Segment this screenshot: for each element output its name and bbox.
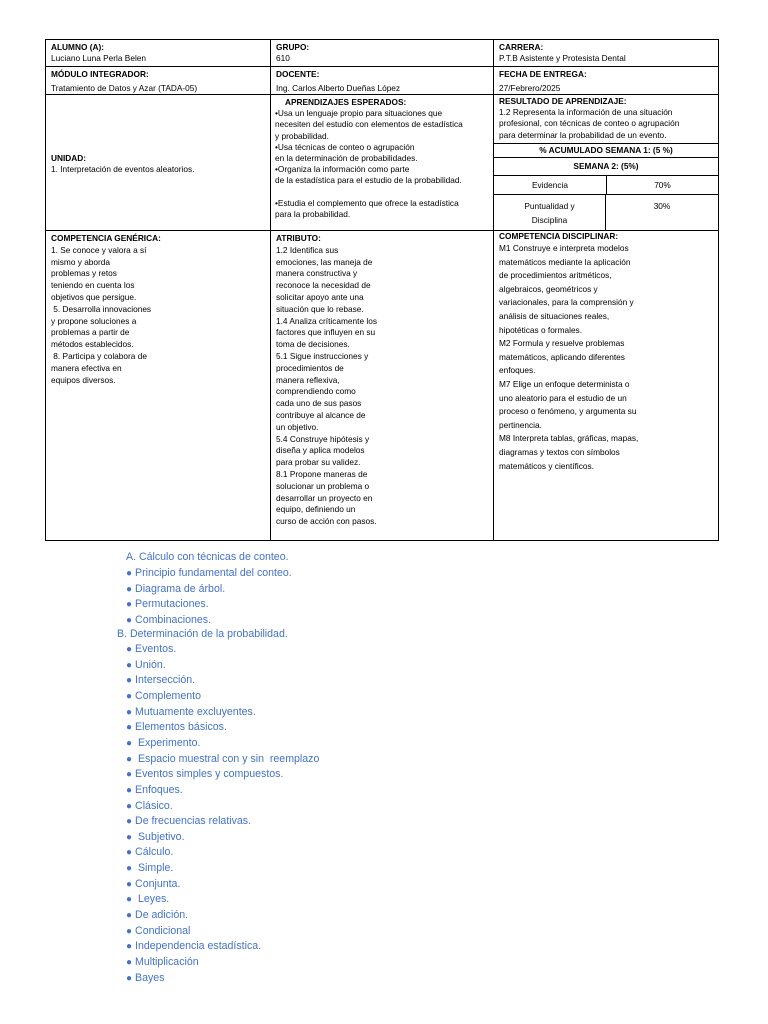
competencia-disciplinar-line: matemáticos, aplicando diferentes — [499, 351, 625, 362]
competencia-generica-list — [51, 245, 265, 387]
section-b-item-text: Experimento. — [135, 736, 201, 749]
resultado-cell — [494, 95, 718, 231]
atributo-line: solucionar un problema o — [276, 480, 370, 491]
section-b-item — [126, 737, 200, 750]
alumno-value: Luciano Luna Perla Belen — [51, 53, 147, 64]
section-b-item-text: Cálculo. — [135, 846, 174, 859]
section-b-item-text: Eventos. — [135, 643, 177, 655]
bullet-icon: ● — [126, 941, 133, 953]
atributo-line: procedimientos de — [276, 362, 344, 373]
modulo-cell — [46, 67, 271, 95]
atributo-line: un objetivo. — [276, 421, 319, 432]
competencia-disciplinar-line: de procedimientos aritméticos, — [499, 270, 612, 281]
atributo-cell — [271, 231, 494, 540]
section-b-item-text: Enfoques. — [135, 783, 183, 796]
resultado-line: para determinar la probabilidad de un evento. — [499, 129, 667, 140]
carrera-value: P.T.B Asistente y Protesista Dental — [499, 53, 626, 64]
carrera-label: CARRERA: — [499, 42, 544, 52]
competencia-generica-label: COMPETENCIA GENÉRICA: — [51, 233, 161, 243]
competencia-disciplinar-line: diagramas y textos con símbolos — [499, 446, 620, 457]
competencia-generica-line: objetivos que persigue. — [51, 291, 137, 302]
section-b-item-text: Espacio muestral con y sin reemplazo — [135, 752, 320, 765]
section-a-item — [126, 614, 211, 627]
atributo-line: factores que influyen en su — [276, 327, 376, 338]
competencia-generica-line: manera efectiva en — [51, 362, 122, 373]
aprendizaje-line: de la estadística para el estudio de la probabilidad. — [275, 175, 462, 186]
section-a-item-text: Permutaciones. — [135, 598, 209, 611]
competencia-generica-line: 1. Se conoce y valora a sí — [51, 244, 147, 255]
atributo-line: curso de acción con pasos. — [276, 516, 377, 527]
section-b-item-text: Multiplicación — [135, 956, 199, 968]
competencia-disciplinar-line: algebraicos, geométricos y — [499, 283, 598, 294]
aprendizaje-line: •Estudia el complemento que ofrece la estadística — [275, 197, 459, 208]
aprendizaje-line: •Organiza la información como parte — [275, 164, 410, 175]
atributo-line: 1.2 Identifica sus — [276, 244, 339, 255]
atributo-line: diseña y aplica modelos — [276, 445, 365, 456]
section-b-item-text: Subjetivo. — [135, 830, 185, 843]
competencia-disciplinar-line: pertinencia. — [499, 419, 542, 430]
fecha-cell — [494, 67, 718, 95]
acumulado-row: % ACUMULADO SEMANA 1: (5 %) — [494, 144, 718, 158]
bullet-icon: ● — [126, 863, 133, 875]
aprendizajes-label: APRENDIZAJES ESPERADOS: — [285, 97, 407, 107]
fecha-value: 27/Febrero/2025 — [499, 83, 561, 94]
section-b-item — [126, 862, 173, 875]
section-b-item-text: Unión. — [135, 658, 166, 671]
competencia-disciplinar-line: matemáticos y científicos. — [499, 460, 594, 471]
semana2-row: SEMANA 2: (5%) — [494, 158, 718, 176]
section-a-item — [126, 598, 209, 611]
docente-cell — [271, 67, 494, 95]
resultado-text — [499, 107, 713, 141]
bullet-icon: ● — [126, 972, 133, 984]
grupo-cell — [271, 40, 494, 67]
bullet-icon: ● — [126, 910, 133, 922]
competencia-generica-line: 8. Participa y colabora de — [51, 350, 147, 361]
section-b-item — [126, 643, 176, 656]
competencia-generica-line: problemas a partir de — [51, 327, 130, 338]
competencia-disciplinar-line: M1 Construye e interpreta modelos — [499, 243, 629, 253]
section-b-item-text: Complemento — [135, 689, 201, 702]
evidencia-label: Evidencia — [494, 176, 607, 194]
competencia-disciplinar-list — [499, 242, 713, 473]
evidencia-value: 70% — [654, 180, 671, 190]
atributo-line: 5.1 Sigue instrucciones y — [276, 350, 369, 361]
section-b-item — [126, 784, 183, 797]
competencia-generica-line: equipos diversos. — [51, 374, 116, 385]
section-b-item — [126, 674, 195, 687]
competencia-disciplinar-line: variacionales, para la comprensión y — [499, 297, 634, 308]
modulo-label: MÓDULO INTEGRADOR: — [51, 69, 149, 79]
unidad-label: UNIDAD: — [51, 153, 87, 163]
alumno-label: ALUMNO (A): — [51, 42, 104, 52]
section-b-item — [126, 831, 185, 844]
atributo-line: equipo, definiendo un — [276, 504, 356, 515]
atributo-line: emociones, las maneja de — [276, 256, 373, 267]
section-b-item — [126, 753, 319, 766]
modulo-value: Tratamiento de Datos y Azar (TADA-05) — [51, 83, 198, 94]
section-b-item-text: Independencia estadística. — [135, 940, 262, 953]
bullet-icon: ● — [126, 894, 133, 906]
bullet-icon: ● — [126, 722, 133, 734]
aprendizaje-line: en la determinación de probabilidades. — [275, 153, 418, 164]
aprendizaje-line: para la probabilidad. — [275, 209, 351, 220]
section-b-item — [126, 925, 190, 938]
atributo-line: toma de decisiones. — [276, 339, 350, 350]
section-b-item — [126, 659, 166, 672]
aprendizaje-line: y probabilidad. — [275, 130, 329, 141]
atributo-line: 5.4 Construye hipótesis y — [276, 433, 370, 444]
atributo-line: solicitar apoyo ante una — [276, 291, 364, 302]
bullet-icon: ● — [126, 644, 133, 655]
section-a-heading — [126, 551, 289, 564]
section-b-item-text: Mutuamente excluyentes. — [135, 705, 256, 718]
bullet-icon: ● — [126, 769, 133, 781]
aprendizaje-line: •Usa un lenguaje propio para situaciones que — [275, 108, 443, 119]
section-b-item-text: Elementos básicos. — [135, 721, 227, 734]
section-b-item — [126, 878, 180, 891]
docente-label: DOCENTE: — [276, 69, 320, 79]
bullet-icon: ● — [126, 675, 133, 687]
bullet-icon: ● — [126, 659, 133, 671]
atributo-line: cada uno de sus pasos — [276, 398, 362, 409]
section-b-item — [126, 940, 261, 953]
bullet-icon: ● — [126, 925, 133, 937]
section-b-item — [126, 706, 256, 719]
puntualidad-label-line1: Puntualidad y — [524, 201, 575, 211]
bullet-icon: ● — [126, 690, 133, 702]
competencia-disciplinar-line: proceso o fenómeno, y argumenta su — [499, 406, 637, 417]
bullet-icon: ● — [126, 784, 133, 796]
competencia-generica-line: y propone soluciones a — [51, 315, 137, 326]
section-a-heading-text: A. Cálculo con técnicas de conteo. — [126, 551, 289, 563]
grupo-label: GRUPO: — [276, 42, 310, 52]
section-b-item-text: Intersección. — [135, 674, 196, 687]
aprendizaje-line: •Usa técnicas de conteo o agrupación — [275, 141, 415, 152]
atributo-line: 8.1 Propone maneras de — [276, 468, 368, 479]
section-b-item-text: De frecuencias relativas. — [135, 815, 252, 828]
bullet-icon: ● — [126, 753, 133, 765]
aprendizajes-cell — [271, 95, 494, 231]
atributo-line: reconoce la necesidad de — [276, 280, 371, 291]
competencia-disciplinar-line: análisis de situaciones reales, — [499, 310, 610, 321]
section-b-item — [126, 721, 227, 734]
section-b-item — [126, 815, 251, 828]
section-a-item-text: Principio fundamental del conteo. — [135, 567, 292, 579]
resultado-line: profesional, con técnicas de conteo o agrupación — [499, 118, 680, 129]
atributo-list — [276, 245, 488, 528]
bullet-icon: ● — [126, 800, 133, 812]
section-b-item — [126, 800, 173, 813]
section-b-item — [126, 972, 165, 985]
puntualidad-row — [494, 195, 718, 231]
section-b-item-text: Bayes — [135, 971, 165, 984]
bullet-icon: ● — [126, 737, 133, 749]
resultado-label: RESULTADO DE APRENDIZAJE: — [499, 96, 627, 106]
section-a-item-text: Combinaciones. — [135, 614, 212, 627]
atributo-line: manera reflexiva, — [276, 374, 340, 385]
bullet-icon: ● — [126, 615, 133, 627]
docente-value: Ing. Carlos Alberto Dueñas López — [276, 83, 401, 94]
competencia-generica-line: 5. Desarrolla innovaciones — [51, 303, 152, 314]
section-a-item — [126, 567, 292, 580]
section-b-item-text: Conjunta. — [135, 877, 181, 890]
competencia-disciplinar-line: M8 Interpreta tablas, gráficas, mapas, — [499, 433, 639, 444]
bullet-icon: ● — [126, 878, 133, 890]
section-b-heading — [117, 628, 288, 641]
competencia-generica-line: teniendo en cuenta los — [51, 280, 135, 291]
competencia-disciplinar-line: M7 Elige un enfoque determinista o — [499, 378, 630, 389]
atributo-label: ATRIBUTO: — [276, 233, 321, 243]
bullet-icon: ● — [126, 706, 133, 718]
puntualidad-value: 30% — [653, 201, 671, 211]
bullet-icon: ● — [126, 957, 133, 968]
unidad-cell — [46, 95, 271, 231]
section-b-item-text: Simple. — [135, 862, 174, 875]
atributo-line: para probar su validez. — [276, 457, 361, 468]
competencia-disciplinar-line: hipotéticas o formales. — [499, 324, 583, 335]
competencia-disciplinar-line: enfoques. — [499, 365, 536, 376]
aprendizaje-line: necesiten del estudio con elementos de estadística — [275, 119, 463, 130]
competencia-disciplinar-line: M2 Formula y resuelve problemas — [499, 338, 625, 349]
puntualidad-label-line2: Disciplina — [531, 215, 568, 225]
competencia-disciplinar-line: uno aleatorio para el estudio de un — [499, 392, 627, 403]
fecha-label: FECHA DE ENTREGA: — [499, 69, 587, 79]
bullet-icon: ● — [126, 583, 133, 595]
section-b-item-text: Condicional — [135, 924, 191, 937]
section-b-item-text: Eventos simples y compuestos. — [135, 768, 284, 781]
bullet-icon: ● — [126, 831, 133, 843]
section-a-item — [126, 583, 225, 596]
section-b-item — [126, 768, 283, 781]
section-b-item — [126, 956, 199, 969]
competencia-disciplinar-cell — [494, 231, 718, 540]
section-b-item — [126, 893, 169, 906]
bullet-icon: ● — [126, 816, 133, 828]
unidad-value: 1. Interpretación de eventos aleatorios. — [51, 164, 195, 175]
section-a-item-text: Diagrama de árbol. — [135, 582, 226, 595]
bullet-icon: ● — [126, 599, 133, 611]
competencia-disciplinar-label: COMPETENCIA DISCIPLINAR: — [499, 231, 619, 241]
competencia-disciplinar-line: matemáticos mediante la aplicación — [499, 256, 631, 267]
atributo-line: comprendiendo como — [276, 386, 356, 397]
info-table — [45, 39, 719, 541]
competencia-generica-line: problemas y retos — [51, 268, 117, 279]
atributo-line: situación que lo rebase. — [276, 303, 364, 314]
aprendizaje-line — [275, 187, 491, 198]
section-b-item — [126, 909, 188, 922]
puntualidad-label — [494, 195, 606, 231]
atributo-line: manera constructiva y — [276, 268, 358, 279]
resultado-line: 1.2 Representa la información de una situación — [499, 107, 673, 118]
atributo-line: contribuye al alcance de — [276, 409, 366, 420]
bullet-icon: ● — [126, 568, 133, 579]
atributo-line: 1.4 Analiza críticamente los — [276, 315, 377, 326]
carrera-cell — [494, 40, 718, 67]
aprendizajes-list — [275, 108, 491, 220]
competencia-generica-line: métodos establecidos. — [51, 339, 134, 350]
competencia-generica-line: mismo y aborda — [51, 256, 111, 267]
section-b-item — [126, 690, 201, 703]
evidencia-row — [494, 176, 718, 195]
section-b-item-text: Clásico. — [135, 799, 173, 812]
bullet-icon: ● — [126, 847, 133, 859]
alumno-cell — [46, 40, 271, 67]
grupo-value: 610 — [276, 53, 290, 64]
competencia-generica-cell — [46, 231, 271, 540]
section-b-item-text: Leyes. — [135, 893, 170, 906]
section-b-item — [126, 846, 173, 859]
section-b-heading-text: B. Determinación de la probabilidad. — [117, 628, 288, 640]
atributo-line: desarrollar un proyecto en — [276, 492, 373, 503]
section-b-item-text: De adición. — [135, 909, 189, 922]
